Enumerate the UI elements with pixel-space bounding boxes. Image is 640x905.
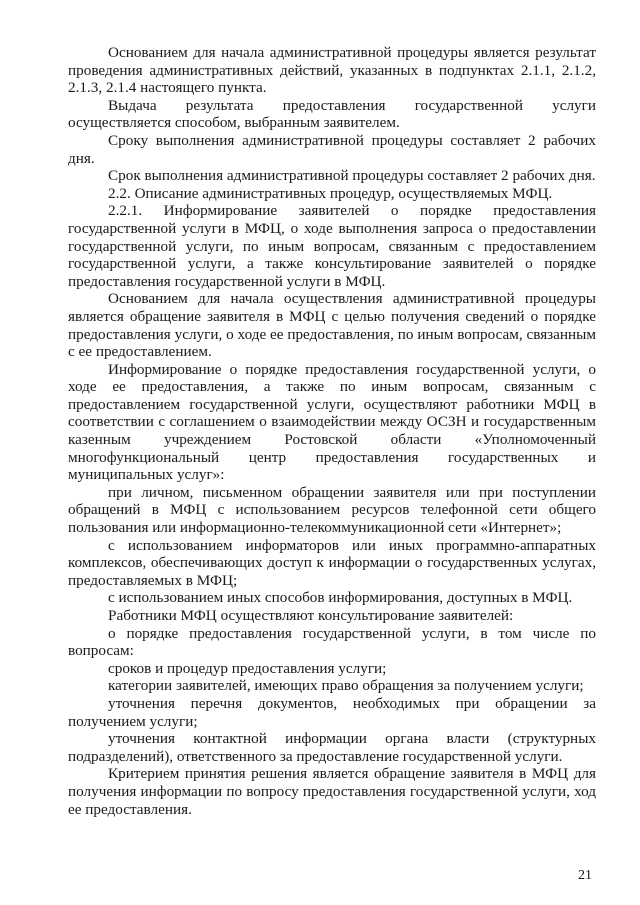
page-number: 21: [578, 868, 592, 883]
paragraph-term: Срок выполнения административной процедуры составляет 2 рабочих дня.: [108, 167, 596, 185]
list-item-categories: категории заявителей, имеющих право обращения за получением услуги;: [108, 677, 584, 695]
list-item-other-methods: с использованием иных способов информирования, доступных в МФЦ.: [108, 589, 573, 607]
paragraph-result-delivery: Выдача результата предоставления государственной услуги осуществляется способом, выбранным заявителем.: [68, 96, 596, 132]
list-item-order-of-provision: о порядке предоставления государственной услуги, в том числе по вопросам:: [68, 624, 596, 660]
list-item-documents: уточнения перечня документов, необходимых при обращении за получением услуги;: [68, 694, 596, 730]
list-item-personal-request: при личном, письменном обращении заявителя или при поступлении обращений в МФЦ с использованием ресурсов телефонной сети общего пользования или информационно-телекоммуникационной сети «Интернет»;: [68, 483, 596, 537]
paragraph-consulting: Работники МФЦ осуществляют консультирование заявителей:: [108, 607, 514, 624]
paragraph-basis-results: Основанием для начала административной процедуры является результат проведения административных действий, указанных в подпунктах 2.1.1, 2.1.2, 2.1.3, 2.1.4 настоящего пункта.: [68, 44, 596, 97]
paragraph-term-typo: Сроку выполнения административной процедуры составляет 2 рабочих дня.: [68, 131, 596, 167]
paragraph-informing: Информирование о порядке предоставления государственной услуги, о ходе ее предоставления, а также по иным вопросам, связанным с предоставлением государственной услуги, осуществляют работники МФЦ в соответствии с соглашением о взаимодействии между ОСЗН и государственным казенным учреждением Ростовской области «Уполномоченный многофункциональный центр предоставления государственных и муниципальных услуг»:: [68, 360, 596, 484]
paragraph-section-2-2-1: 2.2.1. Информирование заявителей о порядке предоставления государственной услуги в МФЦ, о ходе выполнения запроса о предоставлении государственной услуги, по иным вопросам, связанным с предоставлением государственной услуги, а также консультирование заявителей о порядке предоставления государственной услуги в МФЦ.: [68, 202, 596, 290]
list-item-terms: сроков и процедур предоставления услуги;: [108, 659, 387, 677]
document-page: [68, 44, 596, 818]
list-item-contacts: уточнения контактной информации органа власти (структурных подразделений), ответственного за предоставление государственной услуги.: [68, 730, 596, 765]
paragraph-procedure-basis: Основанием для начала осуществления административной процедуры является обращение заявителя в МФЦ с целью получения сведений о порядке предоставления услуги, о ходе ее предоставления, по иным вопросам, связанным с ее предоставлением.: [68, 290, 596, 361]
paragraph-section-2-2: 2.2. Описание административных процедур, осуществляемых МФЦ.: [108, 184, 553, 202]
paragraph-decision-criterion: Критерием принятия решения является обращение заявителя в МФЦ для получения информации по вопросу предоставления государственной услуги, ход ее предоставления.: [68, 765, 596, 818]
list-item-informators: с использованием информаторов или иных программно-аппаратных комплексов, обеспечивающих доступ к информации о государственных услугах, предоставляемых в МФЦ;: [68, 536, 596, 589]
